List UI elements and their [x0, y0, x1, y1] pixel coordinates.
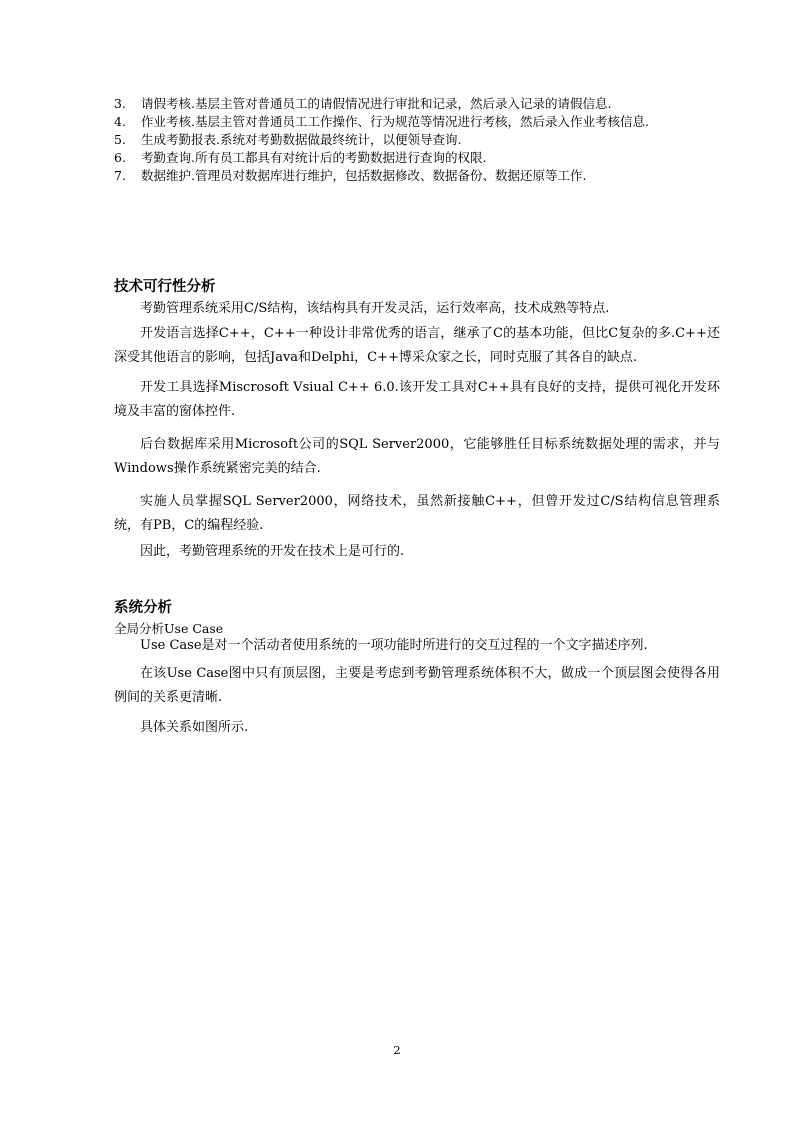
use-case-paragraph-definition: Use Case是对一个活动者使用系统的一项功能时所进行的交互过程的一个文字描述序列.: [140, 638, 648, 653]
list-item-number: 4.: [114, 114, 126, 129]
list-item-number: 7.: [114, 168, 126, 183]
system-analysis-heading: 系统分析: [114, 599, 172, 616]
tech-paragraph-conclusion: 因此，考勤管理系统的开发在技术上是可行的.: [140, 544, 405, 559]
tech-paragraph-language: 开发语言选择C++，C++一种设计非常优秀的语言，继承了C的基本功能，但比C复杂的多.C++还深受其他语言的影响，包括Java和Delphi，C++博采众家之长，同时克服了其各自的缺点.: [114, 326, 720, 365]
list-item: [114, 131, 734, 149]
tech-paragraph-tool: 开发工具选择Miscrosoft Vsiual C++ 6.0.该开发工具对C++具有良好的支持，提供可视化开发环境及丰富的窗体控件.: [114, 380, 720, 419]
use-case-subheading: 全局分析Use Case: [114, 621, 224, 636]
list-item-text: 考勤查询.所有员工都具有对统计后的考勤数据进行查询的权限.: [141, 150, 487, 165]
list-item-text: 作业考核.基层主管对普通员工工作操作、行为规范等情况进行考核，然后录入作业考核信息.: [141, 114, 649, 129]
list-item-number: 3.: [114, 96, 126, 111]
list-item-text: 请假考核.基层主管对普通员工的请假情况进行审批和记录，然后录入记录的请假信息.: [141, 96, 612, 111]
page-number: 2: [393, 1043, 401, 1057]
numbered-list: [114, 95, 734, 185]
tech-paragraph-database: 后台数据库采用Microsoft公司的SQL Server2000，它能够胜任目标系统数据处理的需求，并与Windows操作系统紧密完美的结合.: [114, 437, 720, 476]
tech-paragraph-staff: 实施人员掌握SQL Server2000，网络技术，虽然新接触C++，但曾开发过C/S结构信息管理系统，有PB，C的编程经验.: [114, 494, 720, 533]
list-item: [114, 95, 734, 113]
tech-paragraph-architecture: 考勤管理系统采用C/S结构，该结构具有开发灵活，运行效率高，技术成熟等特点.: [140, 301, 610, 316]
list-item-text: 数据维护.管理员对数据库进行维护，包括数据修改、数据备份、数据还原等工作.: [141, 168, 587, 183]
list-item-text: 生成考勤报表.系统对考勤数据做最终统计，以便领导查询.: [141, 132, 462, 147]
list-item-number: 5.: [114, 132, 126, 147]
use-case-paragraph-figure-ref: 具体关系如图所示.: [140, 720, 249, 735]
list-item: [114, 113, 734, 131]
list-item-number: 6.: [114, 150, 126, 165]
list-item: [114, 149, 734, 167]
tech-feasibility-heading: 技术可行性分析: [114, 278, 216, 295]
use-case-paragraph-diagram: 在该Use Case图中只有顶层图，主要是考虑到考勤管理系统体积不大，做成一个顶层图会使得各用例间的关系更清晰.: [114, 666, 720, 705]
list-item: [114, 167, 734, 185]
